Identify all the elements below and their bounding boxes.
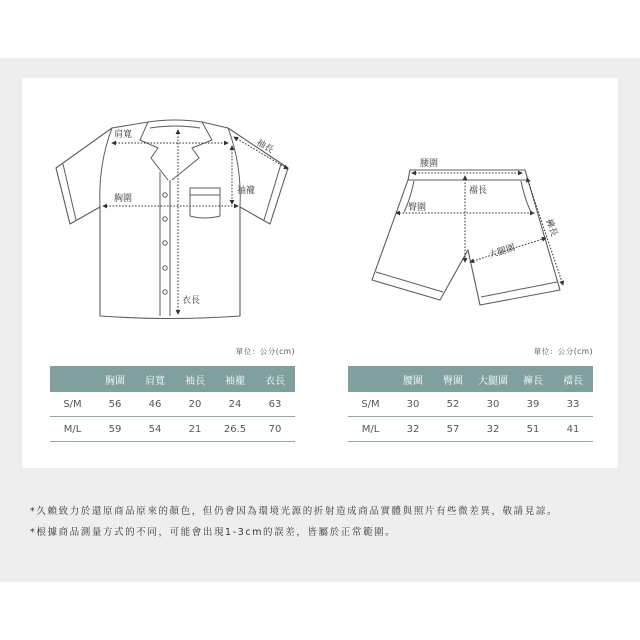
shorts-size-table-wrap (348, 346, 593, 442)
table-header-row (50, 366, 295, 392)
thigh-label: 大腿圍 (487, 242, 517, 261)
table-row (50, 417, 295, 442)
header-cell (50, 366, 95, 392)
header-cell: 腰圍 (393, 366, 433, 392)
table-cell: 56 (95, 392, 135, 417)
pants-length-label: 褲長 (543, 217, 559, 238)
rise-label: 襠長 (469, 186, 488, 196)
table-cell: 63 (255, 392, 295, 417)
size-cell: M/L (50, 417, 95, 442)
armhole-label: 袖襱 (237, 186, 256, 196)
size-cell: S/M (348, 392, 393, 417)
shirt-size-table-wrap (50, 346, 295, 442)
table-cell: 21 (175, 417, 215, 442)
table-cell: 30 (473, 392, 513, 417)
table-cell: 32 (393, 417, 433, 442)
table-cell: 51 (513, 417, 553, 442)
shirt-outline (56, 120, 288, 319)
waist-label: 腰圍 (420, 159, 439, 169)
header-cell: 肩寬 (135, 366, 175, 392)
header-cell: 袖襱 (215, 366, 255, 392)
table-cell: 59 (95, 417, 135, 442)
table-cell: 52 (433, 392, 473, 417)
header-cell: 襠長 (553, 366, 593, 392)
table-cell: 41 (553, 417, 593, 442)
shirt-size-table (50, 366, 295, 442)
shorts-diagram (372, 158, 563, 305)
table-cell: 24 (215, 392, 255, 417)
size-cell: S/M (50, 392, 95, 417)
sleeve-length-label: 袖長 (254, 137, 276, 156)
measurement-disclaimer-note: *根據商品測量方式的不同，可能會出現1-3cm的誤差，皆屬於正常範圍。 (30, 527, 397, 538)
table-row (50, 392, 295, 417)
size-cell: M/L (348, 417, 393, 442)
table-row (348, 417, 593, 442)
table-header-row (348, 366, 593, 392)
chest-label: 胸圍 (114, 194, 133, 204)
size-chart-card (22, 78, 618, 468)
shorts-size-table (348, 366, 593, 442)
header-cell: 臀圍 (433, 366, 473, 392)
shoulder-label: 肩寬 (114, 130, 133, 140)
header-cell: 大腿圍 (473, 366, 513, 392)
length-label: 衣長 (182, 296, 201, 306)
shorts-unit-label: 單位：公分(cm) (533, 347, 593, 356)
measurement-diagrams (22, 78, 618, 358)
table-cell: 39 (513, 392, 553, 417)
table-cell: 54 (135, 417, 175, 442)
table-cell: 57 (433, 417, 473, 442)
table-cell: 20 (175, 392, 215, 417)
color-disclaimer-note: *久賴致力於還原商品原來的顏色，但仍會因為環境光源的折射造成商品實體與照片有些微差異，敬請見諒。 (30, 506, 559, 517)
shirt-unit-label: 單位：公分(cm) (235, 347, 295, 356)
table-cell: 46 (135, 392, 175, 417)
shirt-diagram (56, 120, 288, 319)
header-cell: 袖長 (175, 366, 215, 392)
shorts-waistband (408, 170, 528, 180)
table-cell: 70 (255, 417, 295, 442)
table-cell: 30 (393, 392, 433, 417)
table-row (348, 392, 593, 417)
table-cell: 32 (473, 417, 513, 442)
table-cell: 26.5 (215, 417, 255, 442)
header-cell (348, 366, 393, 392)
header-cell: 胸圍 (95, 366, 135, 392)
hip-label: 臀圍 (408, 203, 427, 213)
header-cell: 衣長 (255, 366, 295, 392)
header-cell: 褲長 (513, 366, 553, 392)
table-cell: 33 (553, 392, 593, 417)
